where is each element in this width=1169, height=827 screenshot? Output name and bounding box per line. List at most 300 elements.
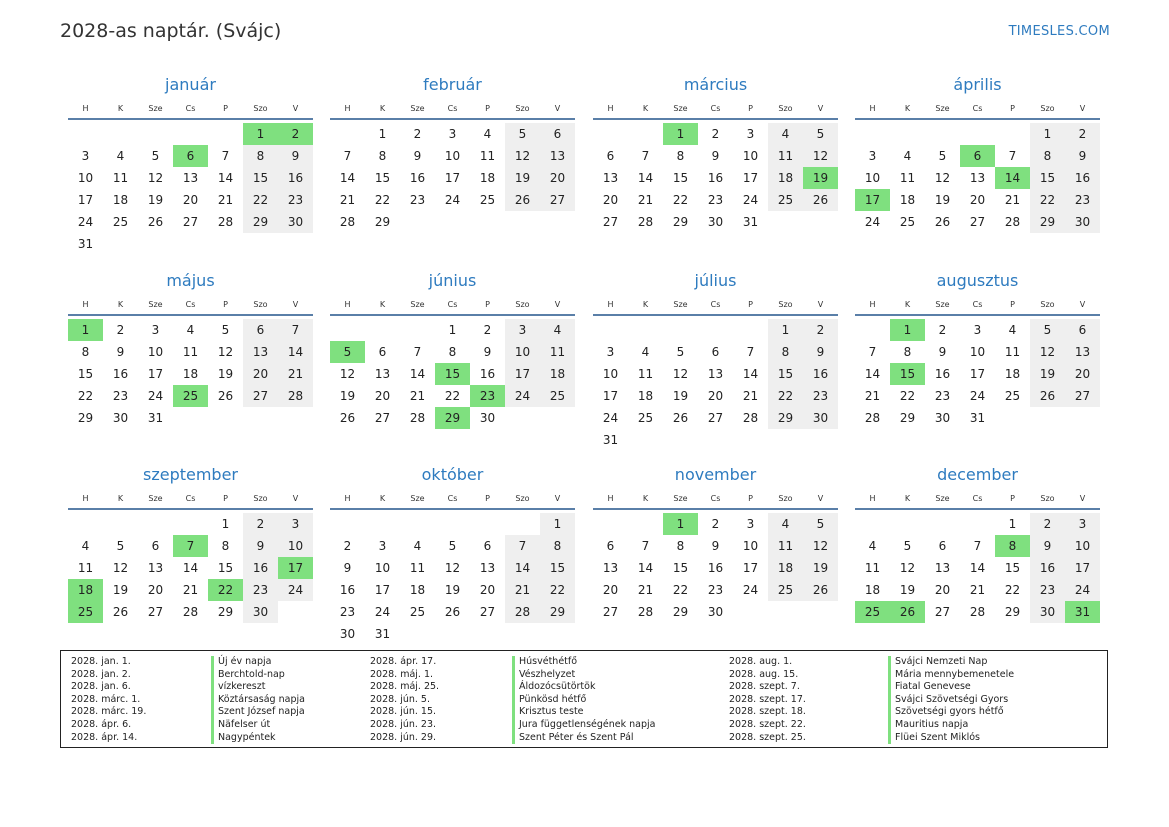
month-10	[330, 466, 575, 645]
day-cell: 18	[899, 193, 916, 207]
day-cell: 10	[147, 345, 164, 359]
holiday-entry: Húsvéthétfő	[512, 656, 655, 669]
holiday-day-cell: 18	[68, 579, 103, 601]
day-cell: 3	[868, 149, 877, 163]
month-name: november	[674, 465, 757, 484]
day-cell: 5	[151, 149, 160, 163]
holiday-dates-col-2	[370, 656, 439, 744]
day-cell: 26	[803, 579, 838, 601]
day-cell: 27	[540, 189, 575, 211]
day-cell: 3	[746, 517, 755, 531]
day-cell: 17	[505, 363, 540, 385]
empty-cell	[628, 319, 663, 341]
header-divider	[593, 508, 838, 510]
day-cell: 20	[969, 193, 986, 207]
day-cell: 4	[81, 539, 90, 553]
empty-cell	[855, 513, 890, 535]
holiday-dates-col-1	[71, 656, 146, 744]
day-cell: 27	[479, 605, 496, 619]
month-3	[593, 76, 838, 233]
day-cell: 25	[479, 193, 496, 207]
day-cell: 4	[903, 149, 912, 163]
day-cell: 11	[864, 561, 881, 575]
day-cell: 9	[938, 345, 947, 359]
header-divider	[330, 118, 575, 120]
day-cell: 12	[505, 145, 540, 167]
holiday-entry: 2028. aug. 15.	[729, 668, 799, 680]
day-cell: 11	[1004, 345, 1021, 359]
day-cell: 5	[903, 539, 912, 553]
day-cell: 7	[641, 539, 650, 553]
day-cell: 4	[116, 149, 125, 163]
day-cell: 26	[803, 189, 838, 211]
day-cell: 15	[374, 171, 391, 185]
day-cell: 9	[116, 345, 125, 359]
day-cell: 2	[1030, 513, 1065, 535]
day-cell: 22	[672, 583, 689, 597]
holiday-entry: Mauritius napja	[888, 719, 1014, 732]
empty-cell	[365, 513, 400, 535]
weekday-label: H	[344, 103, 351, 113]
holiday-entry: Szent József napja	[211, 706, 305, 719]
day-cell: 21	[409, 389, 426, 403]
day-cell: 4	[413, 539, 422, 553]
day-cell: 10	[742, 539, 759, 553]
holiday-entry: Jura függetlenségének napja	[512, 719, 655, 732]
holiday-day-cell: 1	[663, 123, 698, 145]
weekday-header	[593, 489, 838, 507]
day-cell: 17	[444, 171, 461, 185]
weekday-label: V	[817, 299, 824, 309]
day-cell: 15	[77, 367, 94, 381]
day-cell: 19	[217, 367, 234, 381]
day-cell: 30	[479, 411, 496, 425]
empty-cell	[173, 513, 208, 535]
holiday-day-cell: 1	[243, 123, 278, 145]
day-cell: 22	[899, 389, 916, 403]
holiday-day-cell: 7	[173, 535, 208, 557]
day-cell: 13	[182, 171, 199, 185]
day-cell: 30	[112, 411, 129, 425]
day-cell: 20	[1065, 363, 1100, 385]
holiday-entry: 2028. máj. 1.	[370, 668, 434, 680]
day-cell: 21	[339, 193, 356, 207]
weekday-label: H	[82, 103, 89, 113]
weekday-label: P	[223, 493, 228, 503]
weekday-label: Sze	[935, 299, 950, 309]
day-cell: 16	[243, 557, 278, 579]
holiday-entry: 2028. aug. 1.	[729, 656, 793, 667]
day-cell: 31	[147, 411, 164, 425]
day-cell: 1	[378, 127, 387, 141]
day-cell: 23	[339, 605, 356, 619]
weekday-label: Sze	[673, 493, 688, 503]
header-divider	[330, 314, 575, 316]
day-cell: 19	[672, 389, 689, 403]
month-name: augusztus	[936, 271, 1019, 290]
day-cell: 11	[182, 345, 199, 359]
day-cell: 24	[864, 215, 881, 229]
day-cell: 30	[707, 215, 724, 229]
month-2	[330, 76, 575, 233]
weekday-label: Szo	[253, 103, 268, 113]
day-cell: 11	[899, 171, 916, 185]
weekday-label: Sze	[410, 493, 425, 503]
day-cell: 12	[339, 367, 356, 381]
day-cell: 23	[278, 189, 313, 211]
day-grid	[330, 123, 575, 233]
day-cell: 8	[768, 341, 803, 363]
holiday-day-cell: 1	[68, 319, 103, 341]
day-cell: 5	[803, 123, 838, 145]
month-4	[855, 76, 1100, 233]
weekday-header	[855, 295, 1100, 313]
day-cell: 5	[505, 123, 540, 145]
day-cell: 29	[768, 407, 803, 429]
weekday-label: Sze	[148, 299, 163, 309]
day-cell: 5	[1030, 319, 1065, 341]
day-cell: 17	[77, 193, 94, 207]
day-cell: 13	[602, 171, 619, 185]
holiday-entry: Pünkösd hétfő	[512, 694, 655, 707]
holiday-entry: 2028. szept. 25.	[729, 731, 806, 743]
weekday-label: K	[904, 103, 911, 113]
month-6	[330, 272, 575, 429]
day-cell: 10	[1065, 535, 1100, 557]
day-cell: 6	[606, 539, 615, 553]
day-cell: 6	[540, 123, 575, 145]
day-cell: 26	[1030, 385, 1065, 407]
month-name: május	[166, 271, 215, 290]
day-cell: 7	[221, 149, 230, 163]
day-cell: 15	[1004, 561, 1021, 575]
day-cell: 1	[1008, 517, 1017, 531]
day-cell: 2	[483, 323, 492, 337]
holiday-entry: 2028. ápr. 17.	[370, 656, 437, 667]
empty-cell	[68, 513, 103, 535]
holiday-entry: 2028. szept. 18.	[729, 706, 806, 718]
day-cell: 28	[1004, 215, 1021, 229]
day-cell: 3	[151, 323, 160, 337]
day-cell: 28	[217, 215, 234, 229]
day-cell: 22	[1004, 583, 1021, 597]
day-cell: 14	[182, 561, 199, 575]
day-cell: 4	[1008, 323, 1017, 337]
day-cell: 7	[278, 319, 313, 341]
day-cell: 16	[112, 367, 129, 381]
weekday-label: Szo	[1040, 299, 1055, 309]
day-cell: 23	[1065, 189, 1100, 211]
day-cell: 11	[540, 341, 575, 363]
day-cell: 31	[742, 215, 759, 229]
day-cell: 30	[707, 605, 724, 619]
day-cell: 6	[151, 539, 160, 553]
weekday-header	[68, 99, 313, 117]
holiday-entry: Áldozócsütörtök	[512, 681, 655, 694]
weekday-label: Szo	[778, 299, 793, 309]
empty-cell	[925, 123, 960, 145]
weekday-label: Cs	[972, 493, 983, 503]
weekday-label: K	[904, 299, 911, 309]
day-cell: 13	[479, 561, 496, 575]
day-cell: 14	[864, 367, 881, 381]
day-cell: 8	[81, 345, 90, 359]
weekday-label: Cs	[710, 299, 721, 309]
day-cell: 2	[243, 513, 278, 535]
weekday-header	[330, 295, 575, 313]
day-cell: 4	[768, 513, 803, 535]
day-cell: 8	[676, 149, 685, 163]
day-cell: 13	[540, 145, 575, 167]
day-cell: 26	[339, 411, 356, 425]
month-name: február	[423, 75, 482, 94]
day-cell: 11	[637, 367, 654, 381]
day-cell: 24	[444, 193, 461, 207]
day-cell: 11	[479, 149, 496, 163]
day-grid	[855, 513, 1100, 623]
day-cell: 3	[448, 127, 457, 141]
day-cell: 7	[505, 535, 540, 557]
day-cell: 11	[768, 535, 803, 557]
day-cell: 7	[1008, 149, 1017, 163]
holiday-entry: 2028. márc. 1.	[71, 693, 141, 705]
day-cell: 29	[540, 601, 575, 623]
day-cell: 10	[77, 171, 94, 185]
holiday-day-cell: 1	[890, 319, 925, 341]
day-cell: 21	[1004, 193, 1021, 207]
holiday-entry: 2028. szept. 7.	[729, 681, 800, 693]
day-cell: 4	[540, 319, 575, 341]
empty-cell	[925, 513, 960, 535]
day-cell: 21	[278, 363, 313, 385]
day-cell: 23	[803, 385, 838, 407]
day-cell: 3	[81, 149, 90, 163]
day-cell: 15	[540, 557, 575, 579]
day-cell: 16	[707, 561, 724, 575]
day-cell: 30	[278, 211, 313, 233]
day-cell: 30	[1030, 601, 1065, 623]
empty-cell	[173, 123, 208, 145]
day-cell: 14	[969, 561, 986, 575]
holiday-entry: Flüei Szent Miklós	[888, 732, 1014, 745]
empty-cell	[138, 123, 173, 145]
day-cell: 18	[409, 583, 426, 597]
weekday-label: H	[869, 103, 876, 113]
day-cell: 24	[742, 193, 759, 207]
day-cell: 3	[505, 319, 540, 341]
weekday-label: Szo	[515, 103, 530, 113]
empty-cell	[663, 319, 698, 341]
day-cell: 23	[934, 389, 951, 403]
day-cell: 26	[505, 189, 540, 211]
day-cell: 19	[339, 389, 356, 403]
day-cell: 21	[217, 193, 234, 207]
weekday-label: Cs	[447, 299, 458, 309]
day-grid	[593, 123, 838, 233]
header-divider	[855, 508, 1100, 510]
day-cell: 29	[1004, 605, 1021, 619]
day-cell: 8	[903, 345, 912, 359]
day-cell: 5	[221, 323, 230, 337]
weekday-label: Cs	[185, 103, 196, 113]
weekday-label: P	[748, 299, 753, 309]
weekday-label: K	[642, 299, 649, 309]
day-cell: 4	[483, 127, 492, 141]
day-cell: 30	[339, 627, 356, 641]
empty-cell	[960, 513, 995, 535]
day-cell: 18	[768, 557, 803, 579]
day-cell: 8	[1030, 145, 1065, 167]
day-cell: 22	[243, 189, 278, 211]
day-cell: 1	[540, 513, 575, 535]
day-cell: 26	[934, 215, 951, 229]
day-cell: 28	[742, 411, 759, 425]
holiday-entry: 2028. jún. 5.	[370, 693, 431, 705]
day-cell: 13	[147, 561, 164, 575]
empty-cell	[365, 319, 400, 341]
empty-cell	[593, 513, 628, 535]
day-cell: 20	[479, 583, 496, 597]
weekday-label: H	[607, 299, 614, 309]
weekday-label: Sze	[410, 103, 425, 113]
month-9	[68, 466, 313, 623]
weekday-label: V	[1079, 493, 1086, 503]
day-cell: 6	[938, 539, 947, 553]
weekday-label: P	[748, 103, 753, 113]
empty-cell	[68, 123, 103, 145]
day-cell: 17	[969, 367, 986, 381]
day-cell: 7	[343, 149, 352, 163]
day-cell: 28	[278, 385, 313, 407]
day-cell: 18	[540, 363, 575, 385]
day-cell: 9	[803, 341, 838, 363]
day-cell: 24	[505, 385, 540, 407]
holiday-day-cell: 14	[995, 167, 1030, 189]
month-name: január	[165, 75, 216, 94]
day-cell: 22	[444, 389, 461, 403]
weekday-label: P	[1010, 493, 1015, 503]
day-cell: 10	[864, 171, 881, 185]
weekday-label: P	[223, 103, 228, 113]
day-cell: 22	[77, 389, 94, 403]
day-cell: 5	[938, 149, 947, 163]
day-cell: 31	[374, 627, 391, 641]
brand-link[interactable]: TIMESLES.COM	[1008, 24, 1110, 39]
day-cell: 12	[803, 145, 838, 167]
day-cell: 29	[374, 215, 391, 229]
month-name: október	[421, 465, 484, 484]
day-cell: 10	[742, 149, 759, 163]
weekday-header	[330, 99, 575, 117]
weekday-label: V	[554, 103, 561, 113]
day-cell: 23	[707, 193, 724, 207]
day-cell: 21	[505, 579, 540, 601]
header-divider	[68, 314, 313, 316]
holiday-entry: 2028. jan. 1.	[71, 656, 131, 667]
day-cell: 12	[672, 367, 689, 381]
day-cell: 2	[711, 127, 720, 141]
weekday-label: V	[292, 299, 299, 309]
day-cell: 20	[182, 193, 199, 207]
month-8	[855, 272, 1100, 429]
day-cell: 8	[221, 539, 230, 553]
day-cell: 29	[672, 215, 689, 229]
weekday-label: Szo	[515, 299, 530, 309]
header-divider	[855, 118, 1100, 120]
day-cell: 14	[409, 367, 426, 381]
day-cell: 10	[505, 341, 540, 363]
day-cell: 24	[374, 605, 391, 619]
day-cell: 2	[803, 319, 838, 341]
weekday-header	[330, 489, 575, 507]
day-cell: 18	[479, 171, 496, 185]
weekday-label: Cs	[710, 493, 721, 503]
holiday-entry: 2028. ápr. 6.	[71, 718, 132, 730]
day-cell: 2	[413, 127, 422, 141]
day-cell: 25	[540, 385, 575, 407]
holiday-list	[60, 650, 1108, 748]
month-name: március	[683, 75, 748, 94]
day-cell: 15	[768, 363, 803, 385]
day-cell: 12	[147, 171, 164, 185]
empty-cell	[330, 123, 365, 145]
weekday-label: K	[642, 493, 649, 503]
day-cell: 16	[339, 583, 356, 597]
day-cell: 11	[768, 145, 803, 167]
day-cell: 27	[374, 411, 391, 425]
day-cell: 22	[374, 193, 391, 207]
day-cell: 6	[483, 539, 492, 553]
day-cell: 18	[182, 367, 199, 381]
day-cell: 6	[378, 345, 387, 359]
weekday-label: H	[607, 493, 614, 503]
day-cell: 13	[1065, 341, 1100, 363]
empty-cell	[995, 123, 1030, 145]
holiday-day-cell: 25	[855, 601, 890, 623]
month-name: július	[694, 271, 737, 290]
day-cell: 19	[444, 583, 461, 597]
day-cell: 24	[742, 583, 759, 597]
day-cell: 23	[112, 389, 129, 403]
holiday-dates-col-3	[729, 656, 806, 744]
day-cell: 1	[1030, 123, 1065, 145]
day-cell: 28	[182, 605, 199, 619]
weekday-label: K	[642, 103, 649, 113]
day-cell: 31	[969, 411, 986, 425]
day-cell: 16	[409, 171, 426, 185]
holiday-entry: 2028. szept. 22.	[729, 718, 806, 730]
weekday-label: Szo	[1040, 493, 1055, 503]
day-cell: 8	[448, 345, 457, 359]
weekday-label: Cs	[185, 299, 196, 309]
day-cell: 23	[1030, 579, 1065, 601]
day-cell: 10	[444, 149, 461, 163]
month-11	[593, 466, 838, 623]
weekday-label: Cs	[710, 103, 721, 113]
empty-cell	[400, 513, 435, 535]
day-cell: 14	[637, 171, 654, 185]
day-cell: 15	[672, 171, 689, 185]
day-cell: 20	[707, 389, 724, 403]
day-cell: 29	[243, 211, 278, 233]
day-grid	[330, 513, 575, 645]
day-cell: 14	[505, 557, 540, 579]
weekday-label: Cs	[972, 299, 983, 309]
day-cell: 28	[409, 411, 426, 425]
day-cell: 19	[505, 167, 540, 189]
weekday-label: P	[485, 103, 490, 113]
day-cell: 5	[676, 345, 685, 359]
